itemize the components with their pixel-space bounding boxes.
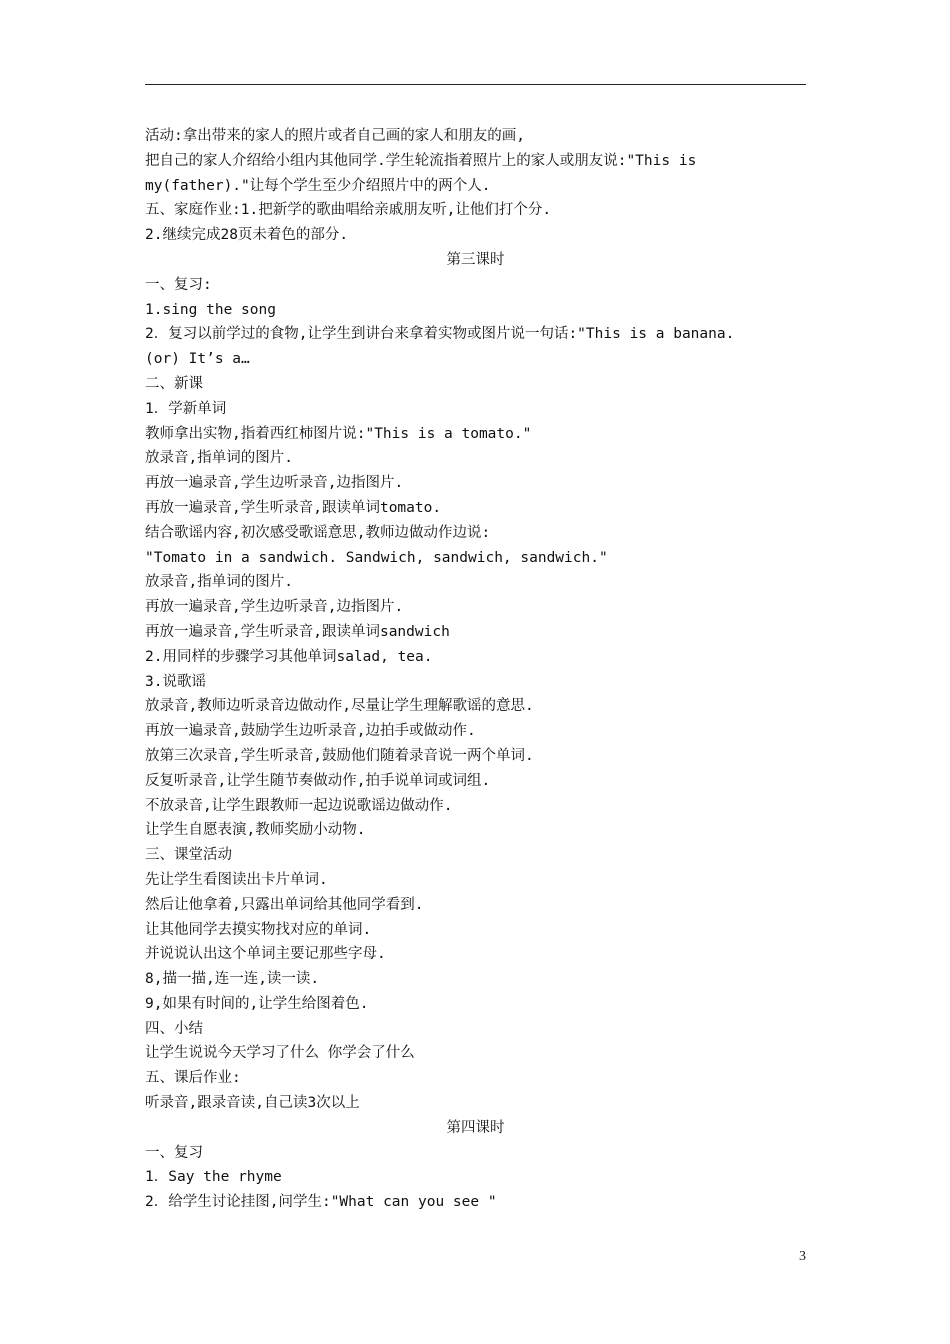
text-line: 放录音,教师边听录音边做动作,尽量让学生理解歌谣的意思. — [145, 698, 534, 715]
header-rule — [145, 84, 806, 85]
text-line: 3.说歌谣 — [145, 673, 206, 690]
text-line: 五、课后作业: — [145, 1070, 241, 1087]
page-number: 3 — [799, 1249, 806, 1264]
text-line: 先让学生看图读出卡片单词. — [145, 871, 328, 888]
text-line: 让学生自愿表演,教师奖励小动物. — [145, 822, 366, 839]
text-line: 2.用同样的步骤学习其他单词salad, tea. — [145, 648, 433, 665]
text-line: 听录音,跟录音读,自己读3次以上 — [145, 1095, 360, 1112]
text-line: (or) It’s a… — [145, 351, 250, 368]
text-line: 一、复习 — [145, 1144, 203, 1161]
text-line: 2．复习以前学过的食物,让学生到讲台来拿着实物或图片说一句话:"This is a banana. — [145, 326, 735, 343]
section-heading: 第四课时 — [446, 1119, 505, 1136]
text-line: "Tomato in a sandwich. Sandwich, sandwich, sandwich." — [145, 549, 608, 566]
text-line: 2．给学生讨论挂图,问学生:"What can you see " — [145, 1194, 497, 1211]
text-line: 再放一遍录音,学生边听录音,边指图片. — [145, 475, 404, 492]
text-line: 再放一遍录音,学生边听录音,边指图片. — [145, 599, 404, 616]
text-line: 1．学新单词 — [145, 400, 227, 417]
document-body — [145, 124, 806, 1215]
text-line: 再放一遍录音,鼓励学生边听录音,边拍手或做动作. — [145, 723, 476, 740]
text-line: my(father)."让每个学生至少介绍照片中的两个人. — [145, 177, 491, 194]
text-line: 9,如果有时间的,让学生给图着色. — [145, 995, 369, 1012]
text-line: 放第三次录音,学生听录音,鼓励他们随着录音说一两个单词. — [145, 747, 534, 764]
text-line: 三、课堂活动 — [145, 847, 232, 864]
text-line: 让其他同学去摸实物找对应的单词. — [145, 921, 372, 938]
section-heading: 第三课时 — [446, 251, 505, 268]
text-line: 然后让他拿着,只露出单词给其他同学看到. — [145, 896, 424, 913]
text-line: 放录音,指单词的图片. — [145, 450, 293, 467]
text-line: 四、小结 — [145, 1020, 203, 1037]
text-line: 五、家庭作业:1.把新学的歌曲唱给亲戚朋友听,让他们打个分. — [145, 202, 552, 219]
text-line: 二、新课 — [145, 375, 203, 392]
text-line: 一、复习: — [145, 276, 212, 293]
text-line: 放录音,指单词的图片. — [145, 574, 293, 591]
text-line: 1.sing the song — [145, 301, 276, 318]
text-line: 活动:拿出带来的家人的照片或者自己画的家人和朋友的画, — [145, 128, 525, 144]
text-line: 结合歌谣内容,初次感受歌谣意思,教师边做动作边说: — [145, 524, 491, 541]
text-line: 1．Say the rhyme — [145, 1169, 282, 1186]
text-line: 教师拿出实物,指着西红柿图片说:"This is a tomato." — [145, 425, 532, 442]
text-line: 再放一遍录音,学生听录音,跟读单词sandwich — [145, 623, 450, 640]
text-line: 反复听录音,让学生随节奏做动作,拍手说单词或词组. — [145, 772, 491, 789]
text-line: 8,描一描,连一连,读一读. — [145, 971, 320, 988]
text-line: 不放录音,让学生跟教师一起边说歌谣边做动作. — [145, 797, 453, 814]
text-line: 让学生说说今天学习了什么 你学会了什么 — [145, 1045, 415, 1062]
text-line: 再放一遍录音,学生听录音,跟读单词tomato. — [145, 499, 442, 516]
text-line: 把自己的家人介绍给小组内其他同学.学生轮流指着照片上的家人或朋友说:"This is — [145, 152, 697, 169]
text-line: 并说说认出这个单词主要记那些字母. — [145, 946, 386, 963]
text-line: 2.继续完成28页未着色的部分. — [145, 227, 349, 244]
